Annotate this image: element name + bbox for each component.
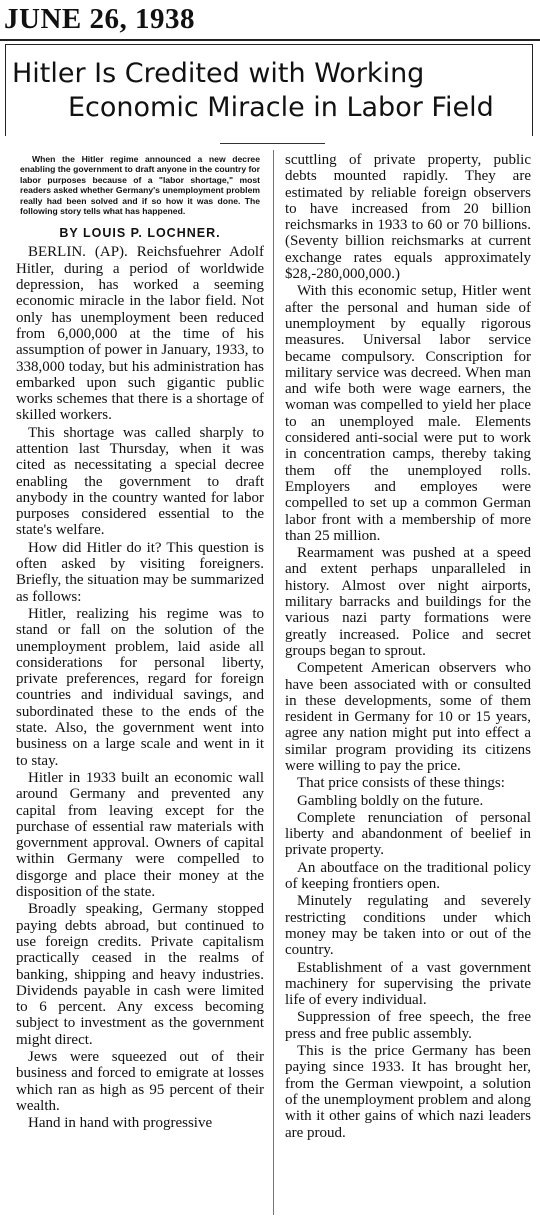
article-paragraph: Rearmament was pushed at a speed and extent perhaps unparalleled in history. Almost over night airports, military barracks and buildings for the various nazi party formations were greatly increased. Police and secret groups began to sprout.: [285, 545, 531, 659]
article-paragraph: BERLIN. (AP). Reichsfuehrer Adolf Hitler, during a period of worldwide depression, has worked a seeming economic miracle in the labor field. Not only has unemployment been reduced from 6,000,000 at the time of his assumption of power in January, 1933, to 338,000 today, but his administration has embarked upon such gigantic public works schemes that there is a shortage of skilled workers.: [16, 244, 264, 424]
column-divider: [273, 150, 274, 1215]
article-paragraph: Complete renunciation of personal liberty and abandonment of beelief in private property.: [285, 809, 531, 859]
article-paragraph: Jews were squeezed out of their business and forced to emigrate at losses which ran as high as 95 percent of their wealth.: [16, 1048, 264, 1114]
headline-line-1: Hitler Is Credited with Working: [12, 58, 425, 89]
article-paragraph: Minutely regulating and severely restricting conditions under which money may be taken into or out of the country.: [285, 893, 531, 959]
article-paragraph: Gambling boldly on the future.: [297, 792, 484, 809]
article-paragraph: Establishment of a vast government machinery for supervising the private life of every individual.: [285, 959, 531, 1009]
article-paragraph: This is the price Germany has been paying since 1933. It has brought her, from the German viewpoint, a solution of the unemployment problem and along with it other gains of which nazi leaders are proud.: [285, 1043, 531, 1141]
article-paragraph: scuttling of private property, public debts mounted rapidly. They are estimated by reliable foreign observers to have increased from 20 billion reichsmarks in 1933 to 60 or 70 billions. (Seventy billion reichsmarks at current exchange rates equals approximately $28,-280,000,000.): [285, 152, 531, 283]
article-paragraph: Competent American observers who have been associated with or consulted in these developments, some of them resident in Germany for 10 or 15 years, agree any nation might put into effect a similar program providing its citizens were willing to pay the price.: [285, 660, 531, 774]
dateline: JUNE 26, 1938: [4, 3, 195, 35]
article-paragraph: Broadly speaking, Germany stopped paying debts abroad, but continued to use foreign credits. Private capitalism practically ceased in the realms of banking, shipping and heavy industries. Dividends payable in cash were limited to 6 percent. Any excess becoming subject to investment as the government might direct.: [16, 901, 264, 1048]
article-paragraph: That price consists of these things:: [297, 775, 505, 792]
article-paragraph: Hitler in 1933 built an economic wall around Germany and prevented any capital from leaving except for the purchase of essential raw materials with government approval. Owners of capital within Germany were compelled to disgorge and place their money at the disposition of the state.: [16, 769, 264, 901]
article-paragraph: Hitler, realizing his regime was to stand or fall on the solution of the unemployment problem, laid aside all considerations for personal liberty, private preferences, regard for foreign countries and individual savings, and subordinated these to the ends of the state. Also, the government went into business on a large scale and went in it to stay.: [16, 605, 264, 769]
top-rule: [0, 39, 540, 41]
article-paragraph: With this economic setup, Hitler went after the personal and human side of unemployment by equally rigorous measures. Universal labor service became compulsory. Conscription for military service was decreed. When man and wife both were wage earners, the woman was compelled to yield her place to an unemployed male. Elements considered anti-social were put to work in concentration camps, thereby taking them off the unemployed rolls. Employers and employes were compelled to set up a common German labor front with a membership of more than 25 million.: [285, 283, 531, 544]
left-column: [16, 152, 264, 1132]
article-paragraph: An aboutface on the traditional policy of keeping frontiers open.: [285, 859, 531, 893]
byline: BY LOUIS P. LOCHNER.: [59, 226, 221, 241]
intro-paragraph: When the Hitler regime announced a new decree enabling the government to draft anyone in the country for labor purposes because of a "labor shortage," most readers asked whether Germany's unemployment problem really had been solved and if so how it was done. The following story tells what has happened.: [20, 154, 260, 217]
headline-divider: [220, 143, 325, 144]
article-paragraph: This shortage was called sharply to attention last Thursday, when it was cited as necessitating a special decree enabling the government to draft anybody in the country wanted for labor purposes considered essential to the state's welfare.: [16, 424, 264, 539]
right-column: [285, 152, 531, 1142]
headline-line-2: Economic Miracle in Labor Field: [68, 92, 494, 123]
article-paragraph: How did Hitler do it? This question is often asked by visiting foreigners. Briefly, the situation may be summarized as follows:: [16, 539, 264, 605]
article-paragraph: Hand in hand with progressive: [28, 1115, 213, 1132]
article-paragraph: Suppression of free speech, the free press and free public assembly.: [285, 1009, 531, 1042]
